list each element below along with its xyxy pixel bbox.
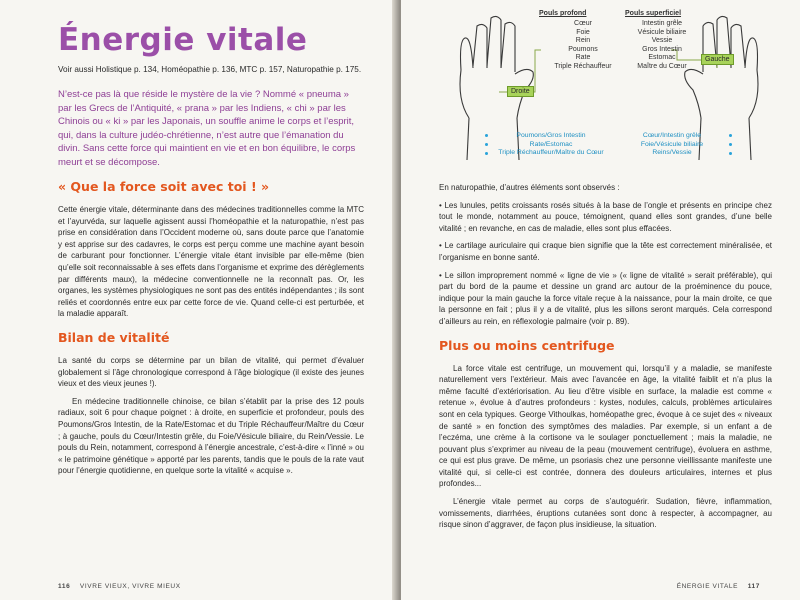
left-page <box>0 0 398 600</box>
pulse-dot <box>485 143 488 146</box>
wrist-label: Rate/Estomac <box>529 140 573 148</box>
right-page <box>401 0 800 600</box>
intro-paragraph: N’est-ce pas là que réside le mystère de la vie ? Nommé « pneuma » par les Grecs de l’Antiquité, « prana » par les Indiens, « chi » par les Chinois ou « ki » par les Japonais, un souffle anime le corps et l’esprit, qui, dans la culture judéo-chrétienne, n’est autre que l’émanation du divin. Sans cette force qui maintient en vie et en bon équilibre, le corps meurt et se décompose. <box>58 89 356 168</box>
pulse-dot <box>485 152 488 155</box>
deep-item: Triple Réchauffeur <box>554 62 612 70</box>
heading-bilan: Bilan de vitalité <box>58 329 170 345</box>
deep-item: Rate <box>575 54 591 62</box>
pulse-dot <box>729 143 732 146</box>
paragraph-force: Cette énergie vitale, déterminante dans des médecines traditionnelles comme la MTC et l’ayurvéda, sur laquelle agissent aussi l’homéopathie et la naturopathie, n’est pas prise en considération dans l’Occident moderne où, sans doute parce que l’anatomie y est apprise sur des cadavres, le corps est perçu comme une machine ayant besoin de carburant pour fonctionner. L’énergie vitale étant invisible par elle-même (bien qu’elle soit reconnaissable à ses effets dans l’organisme et exprime des dérèglements par différents maux), la médecine conventionnelle ne la reconnaît pas. Or, les organes, les systèmes physiologiques ne sont pas des entités indépendantes ; ils sont reliés et coordonnés entre eux par cette force de vie. Quand celle-ci est perturbée, et la maladie apparaît. <box>58 205 364 319</box>
surface-item: Vessie <box>651 37 673 45</box>
surface-item: Estomac <box>648 54 676 62</box>
bullet-sillon: • Le sillon improprement nommé « ligne de vie » (« ligne de vitalité » serait préférable), qui part du bord de la paume et dessine un grand arc autour de la proéminence du pouce, indique pour la main gauche la force vitale reçue à la naissance, pour la main droite, ce que la personne en fait ; plus il y a de vitalité, plus les sillons seront marqués. Cela correspond d’ailleurs au rein, en réflexologie palmaire (voir p. 89). <box>439 270 772 326</box>
running-title: ÉNERGIE VITALE <box>676 583 739 590</box>
lead-paragraph: En naturopathie, d’autres éléments sont observés : <box>439 183 620 192</box>
tag-right: Droite <box>507 86 534 97</box>
surface-item: Vésicule biliaire <box>637 28 687 36</box>
surface-item: Gros Intestin <box>642 45 682 53</box>
bullet-lunules: • Les lunules, petits croissants rosés situés à la base de l’ongle et présents en principe chez tout le monde, notamment au pouce, témoignent, quand elles sont grandes, d’une belle vitalité ; en revanche, en cas de maladie, elles sont plus effacées. <box>439 200 772 233</box>
deep-pulse-list <box>543 20 623 72</box>
pulse-figure <box>439 10 779 168</box>
footer-left <box>58 583 181 590</box>
deep-item: Rein <box>575 37 591 45</box>
pulse-dot <box>485 134 488 137</box>
deep-item: Cœur <box>574 20 592 27</box>
pulse-dot <box>729 134 732 137</box>
wrist-label: Poumons/Gros Intestin <box>516 132 586 139</box>
pulse-dot <box>729 152 732 155</box>
paragraph-centrifuge-1: La force vitale est centrifuge, un mouvement qui, lorsqu’il y a maladie, se manifeste naturellement vers l’extérieur. Mais avec l’avancée en âge, la vitalité faiblit et n’a plus la même faculté d’extériorisation. Au lieu d’être visible en surface, la maladie est comme « retenue », évolue à d’autres profondeurs : kystes, nodules, calculs, problèmes articulaires sont en cela typiques. George Vithoulkas, homéopathe grec, évoque à ce sujet des « niveaux de santé » en fonction des symptômes des maladies. Par exemple, si un enfant a de l’eczéma, une crème à la cortisone va le soulager ponctuellement ; mais la maladie, ne pouvant plus s’exprimer au niveau de la peau (mouvement centrifuge), évoluera en asthme, ce qui est plus grave. De même, un psoriasis chez une personne vieillissante manifeste une vitalité qui, si celle-ci est contrée, donnera des douleurs articulaires, internes et plus profondes... <box>439 363 772 489</box>
page-number: 117 <box>747 583 760 590</box>
wrist-label: Foie/Vésicule biliaire <box>640 140 704 148</box>
surface-item: Maître du Cœur <box>637 62 687 70</box>
heading-force: « Que la force soit avec toi ! » <box>58 179 270 194</box>
right-wrist-labels <box>619 132 725 158</box>
footer-right <box>677 583 760 590</box>
surface-item: Intestin grêle <box>641 20 683 27</box>
running-title: VIVRE VIEUX, VIVRE MIEUX <box>79 583 181 590</box>
bullet-cartilage: • Le cartilage auriculaire qui craque bien signifie que la tête est correctement minéralisée, et l’organisme en bonne santé. <box>439 241 772 262</box>
deep-item: Poumons <box>568 45 598 53</box>
page-title: Énergie vitale <box>58 22 308 58</box>
surface-pulse-list <box>625 20 699 72</box>
see-also: Voir aussi Holistique p. 134, Homéopathie p. 136, MTC p. 157, Naturopathie p. 175. <box>58 65 362 74</box>
heading-centrifuge: Plus ou moins centrifuge <box>439 337 615 353</box>
surface-pulse-header: Pouls superficiel <box>625 10 682 17</box>
wrist-label: Cœur/Intestin grêle <box>642 132 702 139</box>
deep-item: Foie <box>576 28 590 36</box>
paragraph-bilan-2: En médecine traditionnelle chinoise, ce bilan s’établit par la prise des 12 pouls radiaux, soit 6 pour chaque poignet : à droite, en superficie et profondeur, pouls des Poumons/Gros Intestin, de la Rate/Estomac et du Triple Réchauffeur/Maître du Cœur ; à gauche, pouls du Cœur/Intestin grêle, du Foie/Vésicule biliaire, du Rein/Vessie. Le pouls du Rein, notamment, correspond à l’énergie ancestrale, c’est-à-dire « l’inné » ou « le patrimoine génétique » apporté par les parents, tandis que le pouls de la rate vaut pour l’énergie quotidienne, en quelque sorte la vitalité « acquise ». <box>58 396 364 476</box>
page-number: 116 <box>58 583 71 590</box>
paragraph-bilan-1: La santé du corps se détermine par un bilan de vitalité, qui permet d’évaluer globalement si l’âge chronologique correspond à l’âge biologique (il existe des jeunes vieux et des vieux jeunes !). <box>58 355 364 389</box>
paragraph-centrifuge-2: L’énergie vitale permet au corps de s’autoguérir. Sudation, fièvre, inflammation, vomissements, diarrhées, éruptions cutanées sont donc à respecter, à accompagner, au risque sinon d’aggraver, de façon plus insidieuse, la situation. <box>439 497 772 530</box>
left-wrist-labels <box>491 132 611 158</box>
wrist-label: Triple Réchauffeur/Maître du Cœur <box>498 149 604 156</box>
deep-pulse-header: Pouls profond <box>539 10 587 17</box>
wrist-label: Reins/Vessie <box>652 149 692 156</box>
tag-left: Gauche <box>701 54 734 65</box>
